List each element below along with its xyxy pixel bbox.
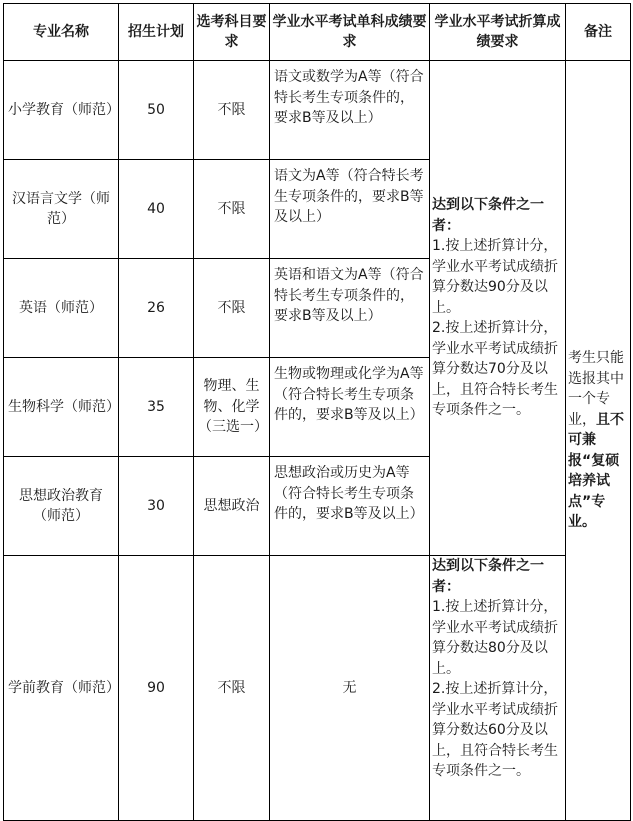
plan-cell: 90 (119, 556, 194, 821)
major-cell: 生物科学（师范） (4, 358, 119, 457)
header-converted: 学业水平考试折算成绩要求 (430, 4, 566, 61)
converted-item: 2.按上述折算计分，学业水平考试成绩折算分数达70分及以上，且符合特长考生专项条件之一。 (432, 320, 558, 419)
header-single: 学业水平考试单科成绩要求 (270, 4, 430, 61)
table-row (4, 556, 631, 821)
subjects-cell: 不限 (194, 61, 270, 160)
note-cell (566, 61, 631, 821)
subjects-cell: 不限 (194, 556, 270, 821)
converted-heading: 达到以下条件之一者： (432, 197, 544, 234)
header-major: 专业名称 (4, 4, 119, 61)
single-req-cell: 思想政治或历史为A等（符合特长考生专项条件的，要求B等及以上） (270, 457, 430, 556)
major-cell: 小学教育（师范） (4, 61, 119, 160)
converted-item: 2.按上述折算计分，学业水平考试成绩折算分数达60分及以上，且符合特长考生专项条件之一。 (432, 681, 558, 779)
major-cell: 思想政治教育（师范） (4, 457, 119, 556)
converted-req-cell (430, 61, 566, 556)
plan-cell: 50 (119, 61, 194, 160)
major-cell: 汉语言文学（师范） (4, 160, 119, 259)
header-row (4, 4, 631, 61)
header-subjects: 选考科目要求 (194, 4, 270, 61)
plan-cell: 26 (119, 259, 194, 358)
single-req-cell: 语文或数学为A等（符合特长考生专项条件的，要求B等及以上） (270, 61, 430, 160)
converted-item: 1.按上述折算计分，学业水平考试成绩折算分数达90分及以上。 (432, 238, 558, 316)
subjects-cell: 思想政治 (194, 457, 270, 556)
single-req-cell: 生物或物理或化学为A等（符合特长考生专项条件的，要求B等及以上） (270, 358, 430, 457)
table-row (4, 61, 631, 160)
header-note: 备注 (566, 4, 631, 61)
single-req-cell: 无 (270, 556, 430, 821)
plan-cell: 40 (119, 160, 194, 259)
plan-cell: 30 (119, 457, 194, 556)
note-text: 考生只能选报其中一个专业， (568, 350, 624, 428)
converted-item: 1.按上述折算计分，学业水平考试成绩折算分数达80分及以上。 (432, 599, 558, 677)
plan-cell: 35 (119, 358, 194, 457)
major-cell: 英语（师范） (4, 259, 119, 358)
major-cell: 学前教育（师范） (4, 556, 119, 821)
subjects-cell: 不限 (194, 160, 270, 259)
single-req-cell: 英语和语文为A等（符合特长考生专项条件的，要求B等及以上） (270, 259, 430, 358)
converted-heading: 达到以下条件之一者： (432, 558, 544, 595)
admission-requirements-table (3, 3, 631, 821)
subjects-cell: 不限 (194, 259, 270, 358)
note-emphasis: 且不可兼报“复硕培养试点”专业。 (568, 411, 624, 531)
header-plan: 招生计划 (119, 4, 194, 61)
converted-req-cell (430, 556, 566, 821)
single-req-cell: 语文为A等（符合特长考生专项条件的，要求B等及以上） (270, 160, 430, 259)
subjects-cell: 物理、生物、化学（三选一） (194, 358, 270, 457)
